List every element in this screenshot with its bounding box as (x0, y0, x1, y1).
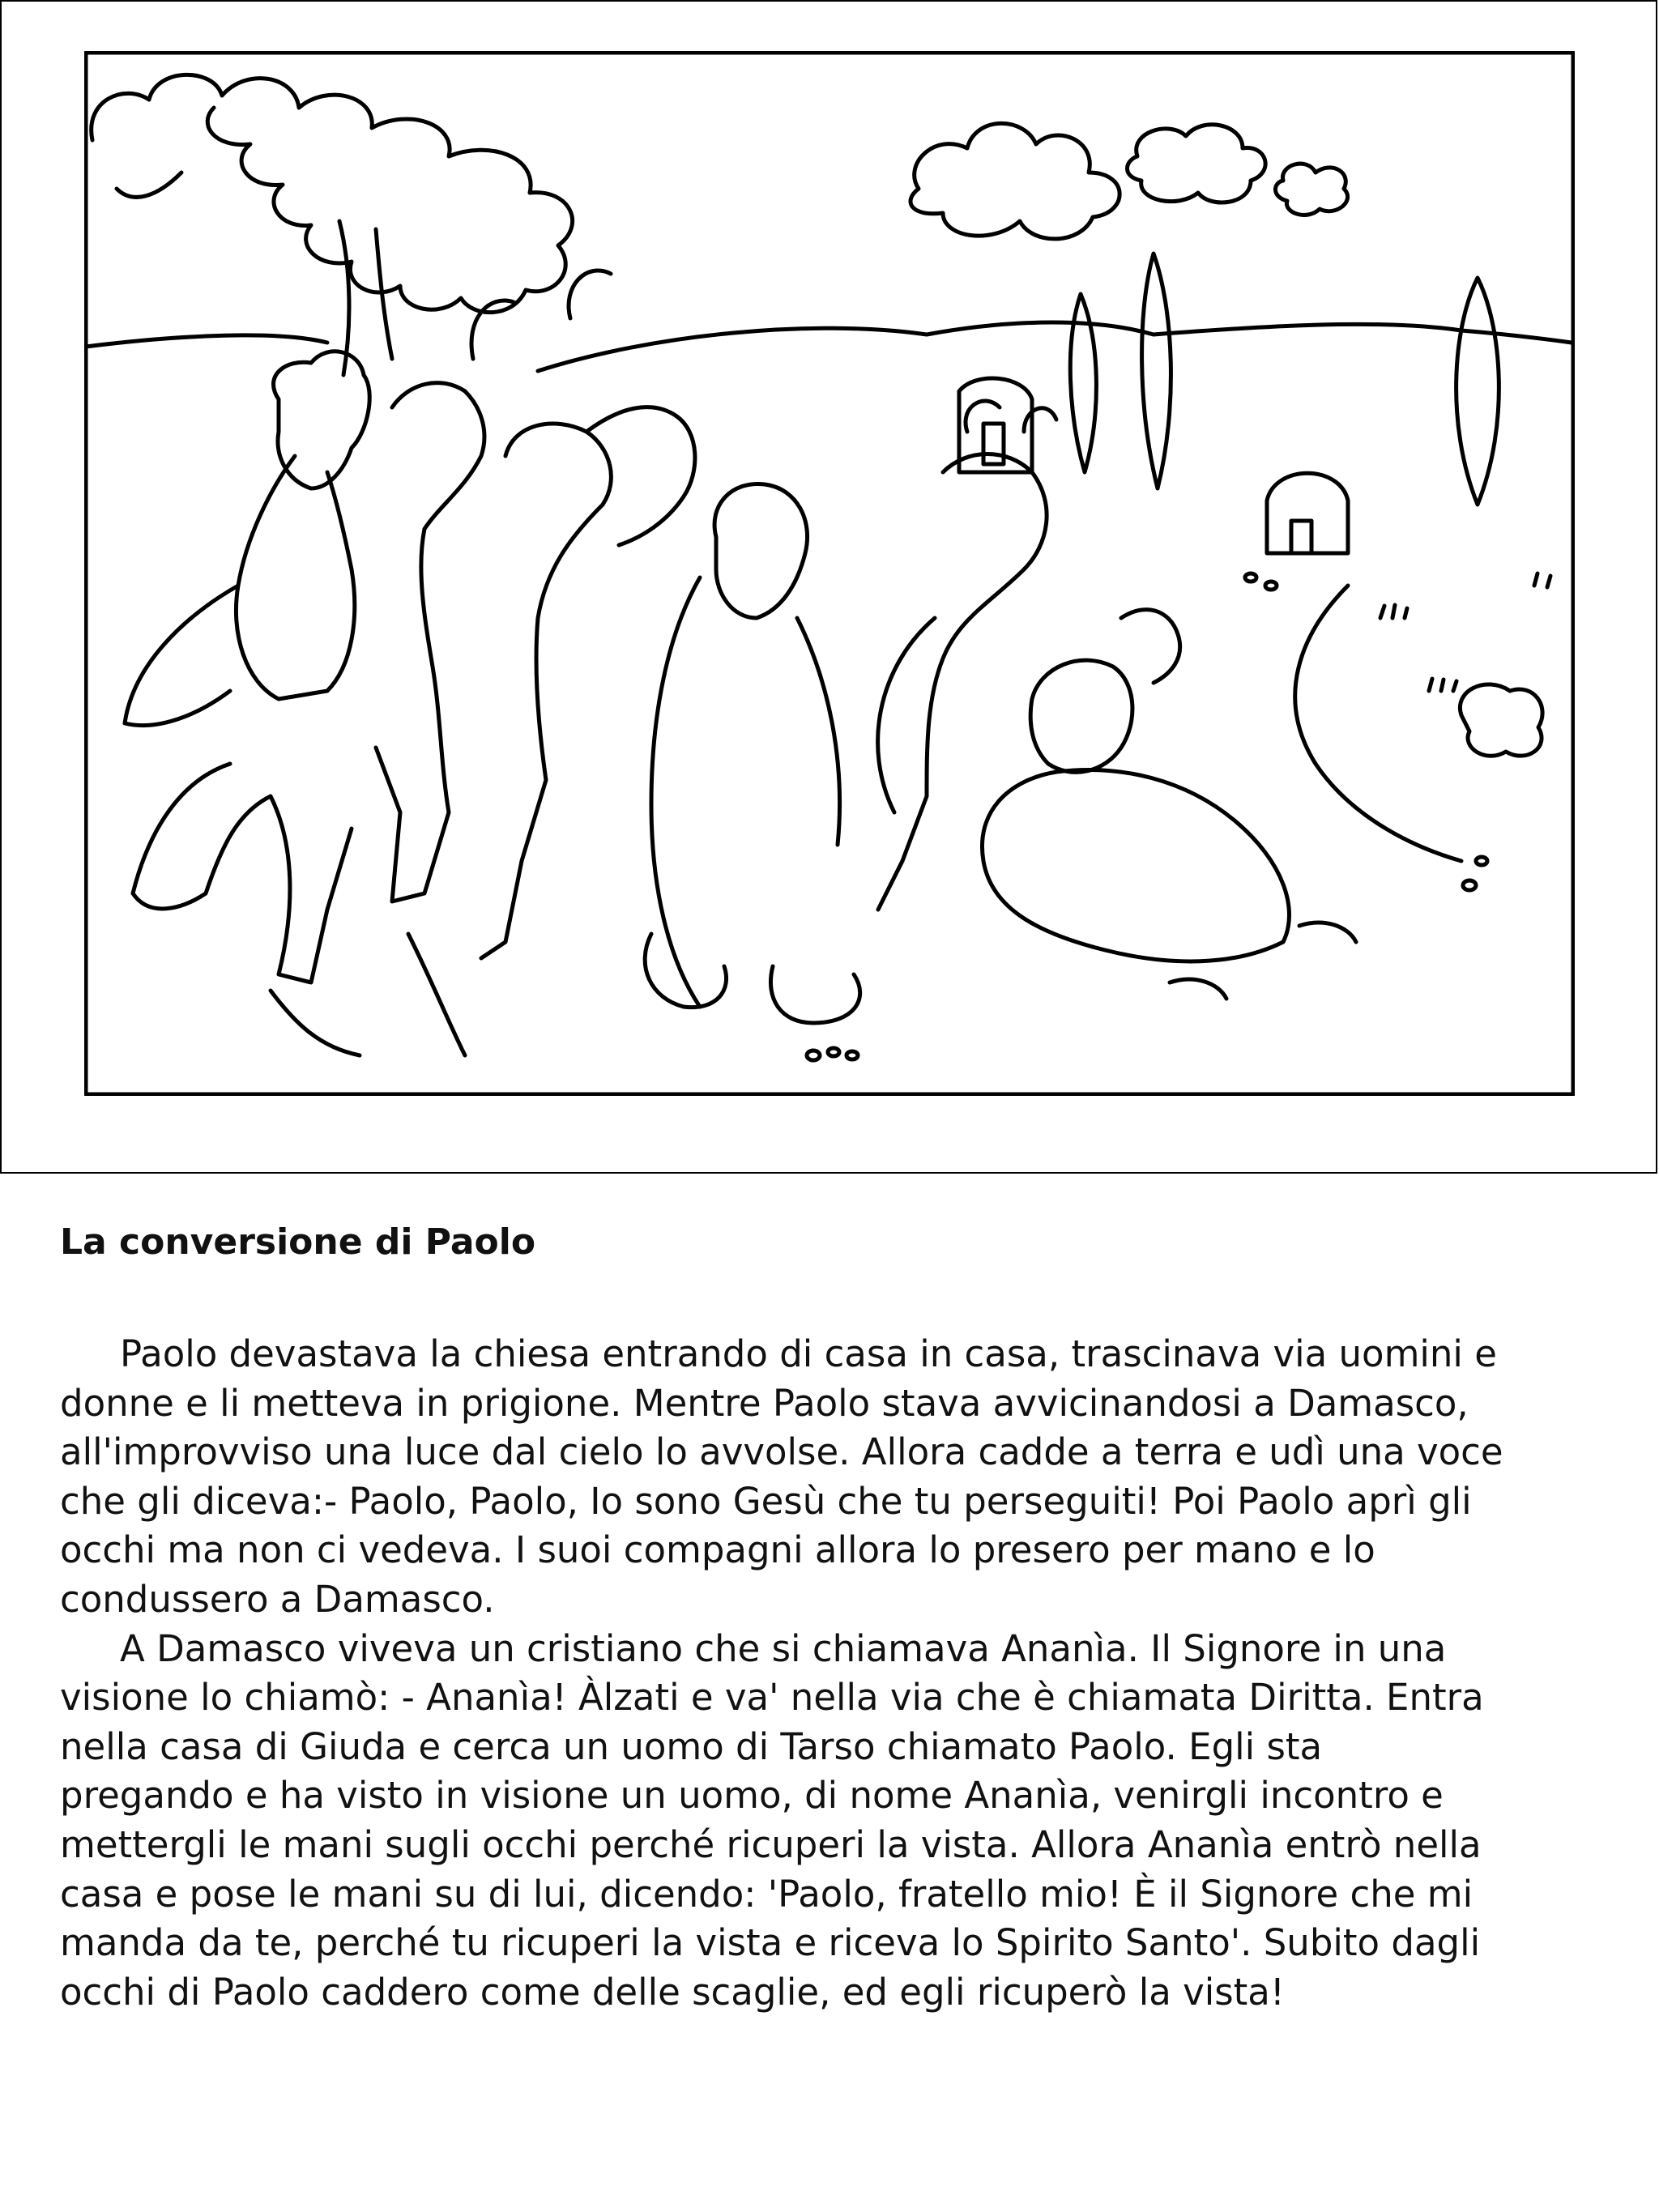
story-line: mettergli le mani sugli occhi perché ricuperi la vista. Allora Ananìa entrò nella (60, 1822, 1482, 1866)
story-line: donne e li metteva in prigione. Mentre Paolo stava avvicinandosi a Damasco, (60, 1381, 1469, 1425)
story-line: che gli diceva:- Paolo, Paolo, Io sono Gesù che tu perseguiti! Poi Paolo aprì gli (60, 1479, 1472, 1523)
grass-tufts (1380, 573, 1550, 691)
picture-border (86, 53, 1573, 1094)
page-title: La conversione di Paolo (60, 1221, 536, 1263)
story-line: casa e pose le mani su di lui, dicendo: 'Paolo, fratello mio! È il Signore che mi (60, 1872, 1473, 1916)
story-line: pregando e ha visto in visione un uomo, di nome Ananìa, venirgli incontro e (60, 1774, 1444, 1818)
horse-left (133, 383, 484, 1055)
companion-walking (645, 484, 860, 1023)
story-line: A Damasco viveva un cristiano che si chiamava Ananìa. Il Signore in una (120, 1626, 1447, 1670)
coloring-illustration (84, 51, 1575, 1096)
bush (1460, 684, 1542, 756)
story-line: nella casa di Giuda e cerca un uomo di Tarso chiamato Paolo. Egli sta (60, 1724, 1323, 1768)
cloud-icon (911, 123, 1348, 239)
story-line: visione lo chiamò: - Ananìa! Àlzati e va' nella via che è chiamata Diritta. Entra (60, 1676, 1484, 1720)
rider-left (125, 352, 369, 726)
story-line: occhi di Paolo caddero come delle scaglie, ed egli ricuperò la vista! (60, 1970, 1285, 2014)
story-line: all'improvviso una luce dal cielo lo avvolse. Allora cadde a terra e udì una voce (60, 1430, 1503, 1474)
road-edge (878, 586, 1461, 861)
domed-house (1267, 473, 1348, 553)
story-line: manda da te, perché tu ricuperi la vista e riceva lo Spirito Santo'. Subito dagli (60, 1921, 1481, 1965)
donkey (471, 271, 695, 958)
story-line: occhi ma non ci vedeva. I suoi compagni allora lo presero per mano e lo (60, 1528, 1375, 1572)
story-line: Paolo devastava la chiesa entrando di casa in casa, trascinava via uomini e (120, 1332, 1497, 1375)
story-text (60, 1330, 1607, 2017)
tree-canopy (92, 75, 573, 312)
story-line: condussero a Damasco. (60, 1577, 495, 1621)
cypress-tree (1070, 254, 1499, 505)
